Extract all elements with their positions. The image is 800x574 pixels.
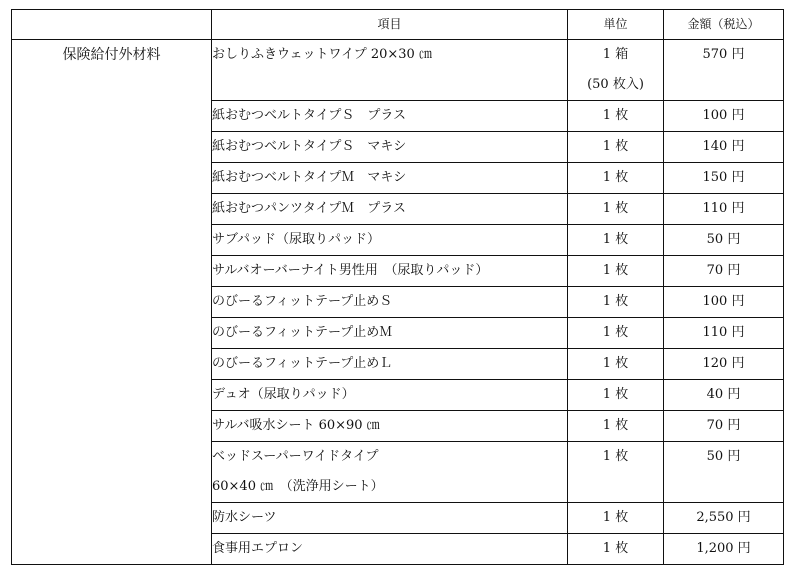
price-cell: 50 円: [664, 442, 784, 503]
unit-cell: 1 枚: [568, 318, 664, 349]
item-cell: サルバ吸水シート 60×90 ㎝: [212, 411, 568, 442]
unit-cell: 1 枚: [568, 380, 664, 411]
unit-cell: 1 枚: [568, 503, 664, 534]
item-cell: 食事用エプロン: [212, 534, 568, 565]
price-cell: 100 円: [664, 287, 784, 318]
unit-cell: [568, 40, 664, 101]
item-cell: のびーるフィットテープ止めＬ: [212, 349, 568, 380]
item-name-continued: 60×40 ㎝ （洗浄用シート）: [212, 479, 384, 494]
unit-value: 1 箱: [602, 47, 629, 62]
unit-cell: 1 枚: [568, 194, 664, 225]
unit-cell: 1 枚: [568, 349, 664, 380]
item-name-continued: [212, 70, 567, 100]
price-cell: 110 円: [664, 194, 784, 225]
unit-cell: 1 枚: [568, 101, 664, 132]
price-cell: 2,550 円: [664, 503, 784, 534]
unit-cell: 1 枚: [568, 225, 664, 256]
price-cell: 570 円: [664, 40, 784, 101]
header-row: [12, 10, 784, 40]
item-cell: [212, 442, 568, 503]
item-cell: [212, 40, 568, 101]
price-cell: 70 円: [664, 256, 784, 287]
price-cell: 120 円: [664, 349, 784, 380]
unit-cell: 1 枚: [568, 132, 664, 163]
table-header: [12, 10, 784, 40]
item-cell: 紙おむつベルトタイプＳ プラス: [212, 101, 568, 132]
item-cell: 紙おむつパンツタイプＭ プラス: [212, 194, 568, 225]
unit-cell: 1 枚: [568, 534, 664, 565]
price-cell: 100 円: [664, 101, 784, 132]
item-cell: サルバオーバーナイト男性用 （尿取りパッド）: [212, 256, 568, 287]
item-name: ベッドスーパーワイドタイプ: [212, 449, 379, 464]
header-price: 金額（税込）: [664, 10, 784, 40]
item-cell: 防水シーツ: [212, 503, 568, 534]
unit-cell: 1 枚: [568, 163, 664, 194]
price-cell: 50 円: [664, 225, 784, 256]
header-unit: 単位: [568, 10, 664, 40]
unit-note: (50 枚入): [587, 77, 644, 92]
price-cell: 110 円: [664, 318, 784, 349]
item-cell: サブパッド（尿取りパッド）: [212, 225, 568, 256]
unit-cell: 1 枚: [568, 411, 664, 442]
price-cell: 150 円: [664, 163, 784, 194]
price-cell: 1,200 円: [664, 534, 784, 565]
unit-cell: 1 枚: [568, 287, 664, 318]
header-category-blank: [12, 10, 212, 40]
price-table: [11, 9, 784, 565]
header-item: 項目: [212, 10, 568, 40]
item-cell: デュオ（尿取りパッド）: [212, 380, 568, 411]
price-cell: 40 円: [664, 380, 784, 411]
price-cell: 140 円: [664, 132, 784, 163]
category-cell: 保険給付外材料: [12, 40, 212, 565]
price-cell: 70 円: [664, 411, 784, 442]
item-cell: 紙おむつベルトタイプＭ マキシ: [212, 163, 568, 194]
table-row: [12, 40, 784, 101]
item-cell: 紙おむつベルトタイプＳ マキシ: [212, 132, 568, 163]
unit-cell: 1 枚: [568, 442, 664, 503]
item-cell: のびーるフィットテープ止めＭ: [212, 318, 568, 349]
item-name: おしりふきウェットワイプ 20×30 ㎝: [212, 47, 432, 62]
item-cell: のびーるフィットテープ止めＳ: [212, 287, 568, 318]
unit-cell: 1 枚: [568, 256, 664, 287]
table-body: [12, 40, 784, 565]
